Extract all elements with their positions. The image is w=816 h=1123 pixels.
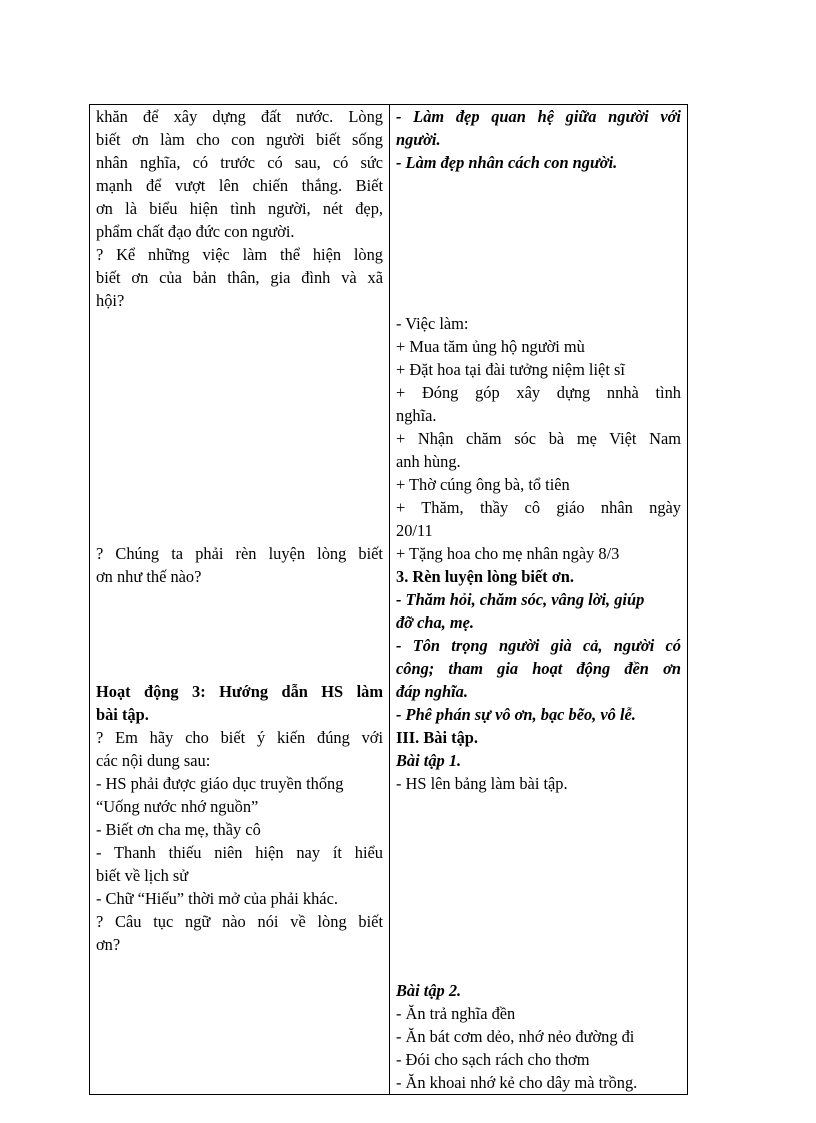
meaning-list	[396, 105, 681, 174]
left-column-cell	[90, 105, 390, 1095]
text-line: ơn là biểu hiện tình người, nét đẹp,	[96, 199, 383, 218]
text-line: người.	[396, 130, 441, 149]
text-line: “Uống nước nhớ nguồn”	[96, 797, 259, 816]
text-line: công; tham gia hoạt động đền ơn	[396, 659, 681, 678]
spacer	[396, 933, 681, 979]
list-item: - Đói cho sạch rách cho thơm	[396, 1050, 590, 1069]
text-line: + Mua tăm ủng hộ người mù	[396, 337, 585, 356]
text-line: + Tặng hoa cho mẹ nhân ngày 8/3	[396, 544, 620, 563]
text-line: ơn như thế nào?	[96, 567, 202, 586]
text-line: - Làm đẹp nhân cách con người.	[396, 153, 618, 172]
text-line: đáp nghĩa.	[396, 682, 468, 701]
table-row	[90, 105, 688, 1095]
spacer	[96, 588, 383, 680]
text-line: - Tôn trọng người già cả, người có	[396, 636, 681, 655]
text-line: + Thờ cúng ông bà, tổ tiên	[396, 475, 570, 494]
text-line: biết ơn của bản thân, gia đình và xã	[96, 268, 383, 287]
text-line: biết về lịch sử	[96, 866, 189, 885]
text-line: + Đóng góp xây dựng nnhà tình	[396, 383, 681, 402]
text-line: phẩm chất đạo đức con người.	[96, 222, 295, 241]
text-line: nghĩa.	[396, 406, 437, 425]
spacer	[96, 312, 383, 450]
text-line: bài tập.	[96, 705, 149, 724]
text-line: khăn để xây dựng đất nước. Lòng	[96, 107, 383, 126]
text-line: các nội dung sau:	[96, 751, 211, 770]
exercise-1-title: Bài tập 1.	[396, 751, 462, 770]
text-line: biết ơn làm cho con người biết sống	[96, 130, 383, 149]
text-line: - Biết ơn cha mẹ, thầy cô	[96, 820, 261, 839]
text-line: + Thăm, thầy cô giáo nhân ngày	[396, 498, 681, 517]
question-training	[96, 542, 383, 588]
text-line: ? Câu tục ngữ nào nói về lòng biết	[96, 912, 383, 931]
exercise-1-text: - HS lên bảng làm bài tập.	[396, 774, 568, 793]
text-line: anh hùng.	[396, 452, 461, 471]
text-line: mạnh để vượt lên chiến thắng. Biết	[96, 176, 383, 195]
text-line: nhân nghĩa, có trước có sau, có sức	[96, 153, 383, 172]
text-line: ? Kể những việc làm thể hiện lòng	[96, 245, 383, 264]
spacer	[396, 174, 681, 312]
section-3-heading: 3. Rèn luyện lòng biết ơn.	[396, 567, 575, 586]
text-line: - HS phải được giáo dục truyền thống	[96, 774, 344, 793]
list-item: - Ăn bát cơm dẻo, nhớ nẻo đường đi	[396, 1027, 635, 1046]
text-line: hội?	[96, 291, 125, 310]
text-line: - Phê phán sự vô ơn, bạc bẽo, vô lễ.	[396, 705, 636, 724]
text-line: + Nhận chăm sóc bà mẹ Việt Nam	[396, 429, 681, 448]
text-line: - Thăm hỏi, chăm sóc, vâng lời, giúp	[396, 590, 645, 609]
text-line: 20/11	[396, 521, 433, 540]
activity-3-heading	[96, 680, 383, 726]
actions-list	[396, 312, 681, 565]
text-line: ? Chúng ta phải rèn luyện lòng biết	[96, 544, 383, 563]
text-line: + Đặt hoa tại đài tưởng niệm liệt sĩ	[396, 360, 625, 379]
list-item: - Ăn khoai nhớ kẻ cho dây mà trồng.	[396, 1073, 638, 1092]
text-line: Hoạt động 3: Hướng dẫn HS làm	[96, 682, 383, 701]
text-line: ? Em hãy cho biết ý kiến đúng với	[96, 728, 383, 747]
text-line: ơn?	[96, 935, 121, 954]
question-actions	[96, 243, 383, 312]
lesson-table	[89, 104, 688, 1095]
text-line: - Thanh thiếu niên hiện nay ít hiểu	[96, 843, 383, 862]
question-opinion	[96, 726, 383, 956]
text-line: - Việc làm:	[396, 314, 469, 333]
intro-paragraph	[96, 105, 383, 243]
section-iii-heading: III. Bài tập.	[396, 728, 478, 747]
training-list	[396, 588, 681, 726]
exercise-2-title: Bài tập 2.	[396, 981, 462, 1000]
text-line: đỡ cha, mẹ.	[396, 613, 474, 632]
spacer	[96, 450, 383, 542]
list-item: - Ăn trả nghĩa đền	[396, 1004, 516, 1023]
proverb-list	[396, 1002, 681, 1094]
text-line: - Chữ “Hiếu” thời mở của phải khác.	[96, 889, 338, 908]
spacer	[396, 795, 681, 933]
text-line: - Làm đẹp quan hệ giữa người với	[396, 107, 681, 126]
right-column-cell	[390, 105, 688, 1095]
